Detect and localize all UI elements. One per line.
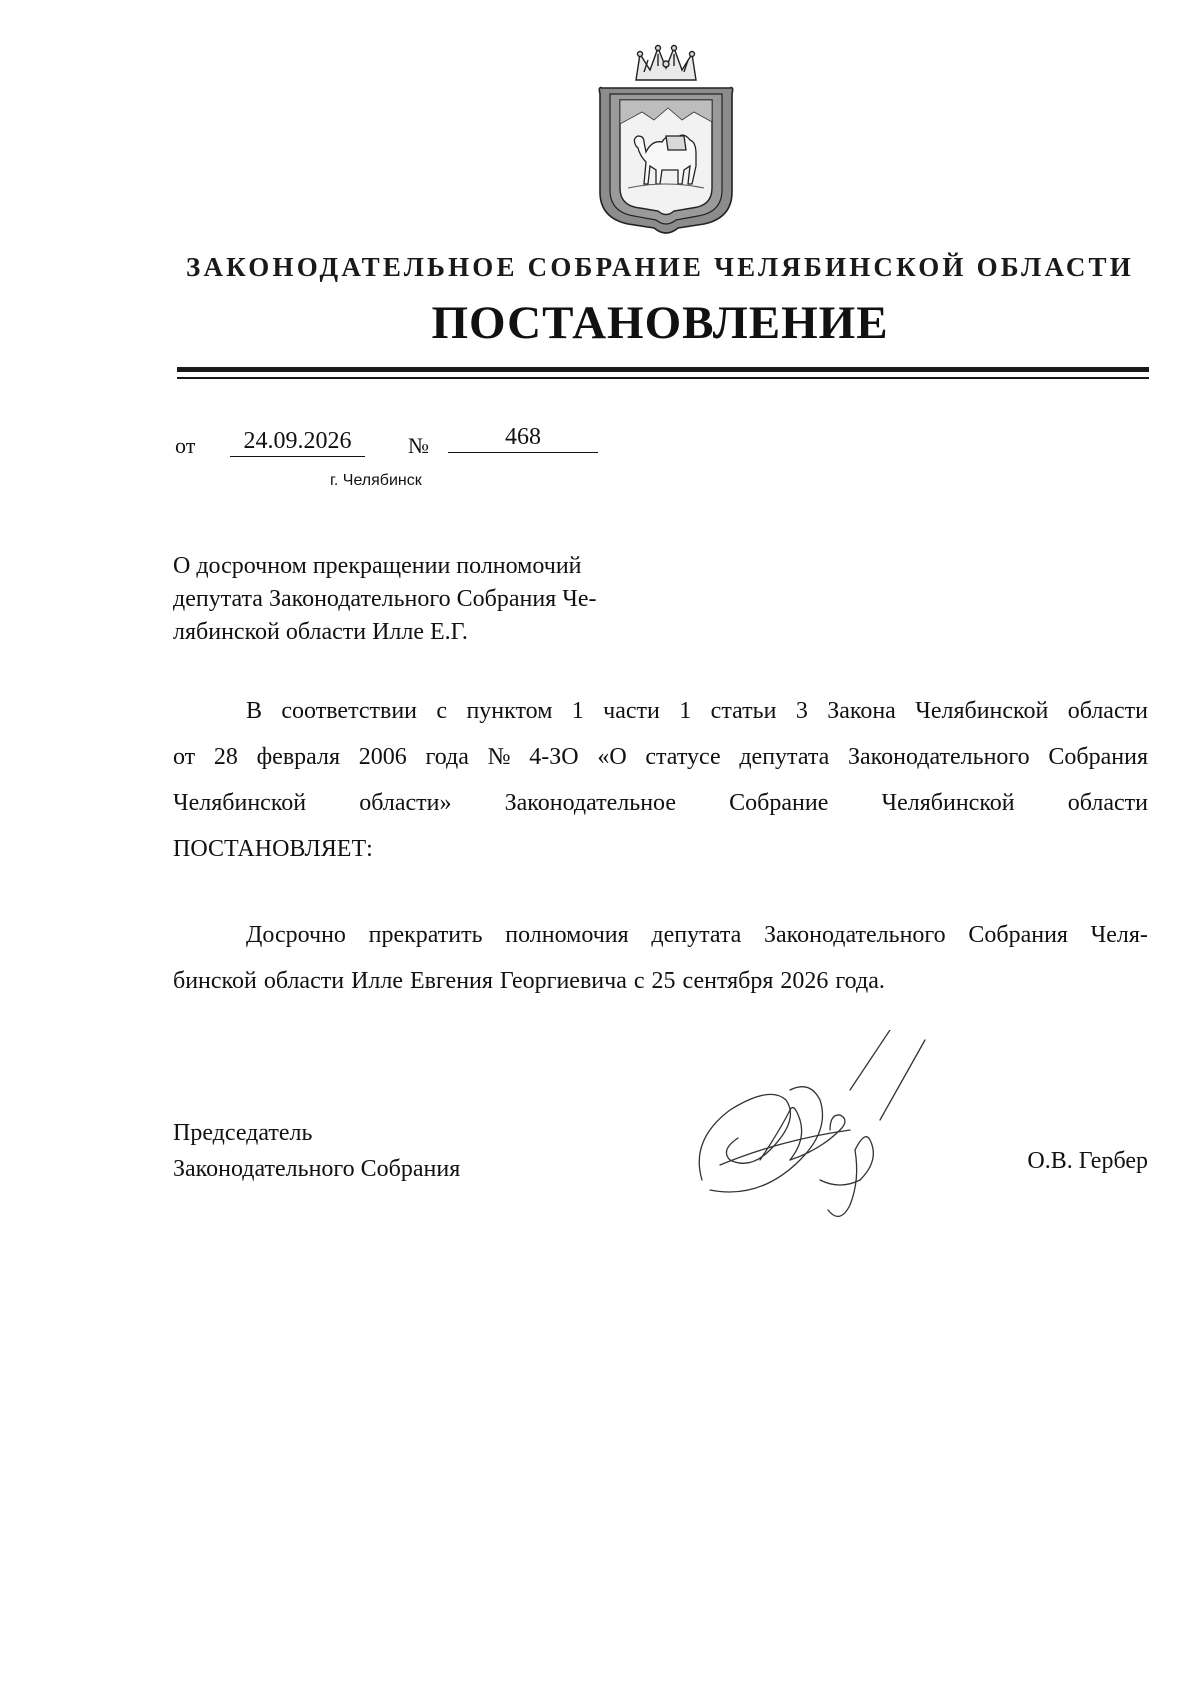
- city-label: г. Челябинск: [330, 472, 422, 489]
- word: В: [246, 698, 263, 724]
- paragraph-line: [173, 734, 1148, 780]
- word: Челя-: [1090, 922, 1148, 948]
- word: соответствии: [281, 698, 418, 724]
- word: №: [487, 744, 511, 770]
- word: части: [603, 698, 660, 724]
- word: Евгения: [410, 968, 493, 994]
- paragraph-line: [173, 780, 1148, 826]
- word: Закона: [827, 698, 896, 724]
- word: Челябинской: [915, 698, 1049, 724]
- word: Собрание: [729, 790, 829, 816]
- word: Законодательного: [764, 922, 946, 948]
- word: 2026: [780, 968, 829, 994]
- word: Собрания: [1048, 744, 1148, 770]
- number-label: №: [408, 433, 429, 458]
- word: Челябинской: [173, 790, 307, 816]
- word: февраля: [256, 744, 341, 770]
- word: 4-ЗО: [529, 744, 579, 770]
- word: Законодательное: [504, 790, 676, 816]
- word: 28: [213, 744, 238, 770]
- handwritten-signature: [690, 1030, 950, 1230]
- body-paragraph-1: [173, 688, 1148, 872]
- position-line: Законодательного Собрания: [173, 1156, 461, 1182]
- document-number: 468: [448, 422, 598, 453]
- word: от: [173, 744, 196, 770]
- word: Досрочно: [246, 922, 346, 948]
- word: 1: [571, 698, 584, 724]
- word: Собрания: [968, 922, 1068, 948]
- word: года.: [835, 968, 885, 994]
- word: «О: [597, 744, 627, 770]
- word: 1: [679, 698, 692, 724]
- subject-line: О досрочном прекращении полномочий: [173, 553, 582, 579]
- paragraph-line: [173, 912, 1148, 958]
- word: Илле: [351, 968, 404, 994]
- word: с: [436, 698, 448, 724]
- date-label: от: [175, 433, 196, 458]
- word: статусе: [645, 744, 721, 770]
- word: Челябинской: [881, 790, 1015, 816]
- word: статьи: [710, 698, 777, 724]
- word: Законодательного: [848, 744, 1030, 770]
- word: депутата: [739, 744, 830, 770]
- organization-title: ЗАКОНОДАТЕЛЬНОЕ СОБРАНИЕ ЧЕЛЯБИНСКОЙ ОБЛАСТИ: [186, 252, 1134, 282]
- body-paragraph-2: [173, 912, 1148, 1004]
- position-line: Председатель: [173, 1120, 313, 1146]
- word: 3: [795, 698, 808, 724]
- word: области: [1067, 790, 1148, 816]
- signatory-name: О.В. Гербер: [1027, 1148, 1148, 1174]
- word: области: [263, 968, 345, 994]
- header-divider-thin: [177, 377, 1149, 379]
- word: с: [633, 968, 645, 994]
- word: области: [1067, 698, 1148, 724]
- subject-line: лябинской области Илле Е.Г.: [173, 619, 468, 645]
- document-type-title: ПОСТАНОВЛЕНИЕ: [431, 297, 889, 349]
- word: 2006: [358, 744, 407, 770]
- header-divider-thick: [177, 367, 1149, 372]
- paragraph-line: [173, 958, 1148, 1004]
- word: бинской: [173, 968, 257, 994]
- subject-line: депутата Законодательного Собрания Че-: [173, 586, 597, 612]
- paragraph-line: [173, 688, 1148, 734]
- word: прекратить: [368, 922, 483, 948]
- document-date: 24.09.2026: [230, 426, 365, 457]
- word: области»: [359, 790, 452, 816]
- signatory-position: [173, 1115, 460, 1187]
- word: Георгиевича: [499, 968, 627, 994]
- word: 25: [651, 968, 676, 994]
- word: депутата: [651, 922, 742, 948]
- coat-of-arms-camel-icon: [588, 42, 744, 238]
- decree-word: ПОСТАНОВЛЯЕТ:: [173, 836, 373, 862]
- word: года: [425, 744, 469, 770]
- word: полномочия: [505, 922, 629, 948]
- word: сентября: [682, 968, 774, 994]
- word: пунктом: [466, 698, 553, 724]
- document-subject: [173, 550, 646, 649]
- paragraph-line: [173, 826, 1148, 872]
